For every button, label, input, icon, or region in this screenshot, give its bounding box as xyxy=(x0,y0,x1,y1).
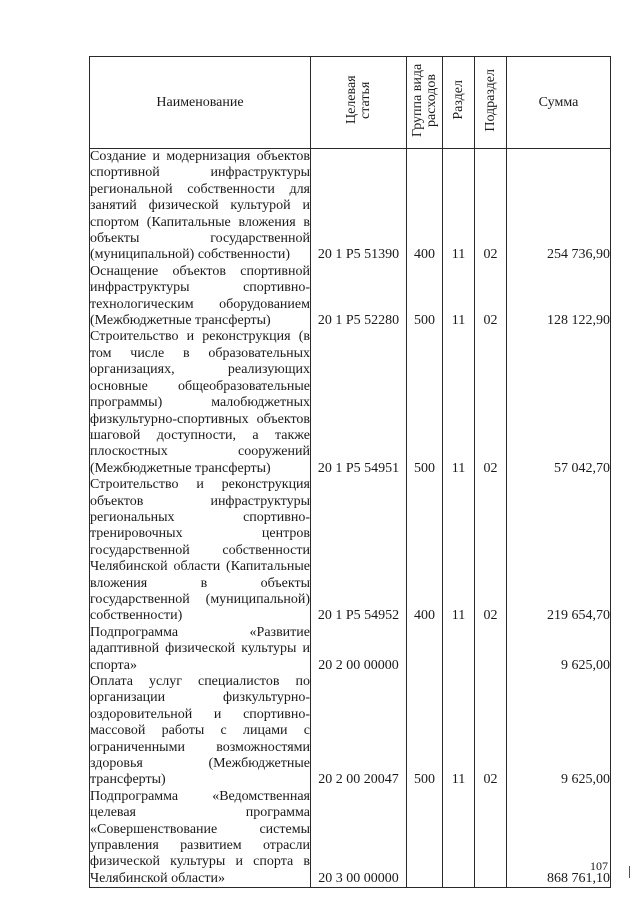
row-section: 11 xyxy=(443,149,475,264)
header-subsection: Подраздел xyxy=(475,57,507,149)
row-subsection: 02 xyxy=(475,264,507,330)
row-code: 20 2 00 20047 xyxy=(311,674,407,789)
row-section: 11 xyxy=(443,264,475,330)
header-section: Раздел xyxy=(443,57,475,149)
row-group xyxy=(407,789,443,888)
row-section xyxy=(443,625,475,674)
scan-edge-mark xyxy=(629,866,630,878)
table-row xyxy=(90,674,611,789)
row-group: 500 xyxy=(407,329,443,477)
header-expense-group: Группа вида расходов xyxy=(407,57,443,149)
row-code: 20 1 P5 54951 xyxy=(311,329,407,477)
row-code: 20 1 P5 54952 xyxy=(311,477,407,625)
table-row xyxy=(90,329,611,477)
header-sum: Сумма xyxy=(507,57,611,149)
row-sum: 868 761,10 xyxy=(507,789,611,888)
table-row xyxy=(90,477,611,625)
row-code: 20 3 00 00000 xyxy=(311,789,407,888)
row-code: 20 2 00 00000 xyxy=(311,625,407,674)
table-header-row xyxy=(90,57,611,149)
row-subsection: 02 xyxy=(475,149,507,264)
row-name: Строительство и реконструкция (в том числе в образовательных организациях, реализующих основные общеобразовательные программы) малобюджетных физкультурно-спортивных объектов шаговой доступности, а также плоскостных сооружений (Межбюджетные трансферты) xyxy=(90,329,310,476)
row-group: 400 xyxy=(407,477,443,625)
row-subsection xyxy=(475,789,507,888)
row-sum: 219 654,70 xyxy=(507,477,611,625)
row-group: 500 xyxy=(407,264,443,330)
row-name: Оснащение объектов спортивной инфраструктуры спортивно-технологическим оборудованием (Межбюджетные трансферты) xyxy=(90,263,310,329)
row-sum: 9 625,00 xyxy=(507,674,611,789)
row-sum: 128 122,90 xyxy=(507,264,611,330)
row-name: Подпрограмма «Развитие адаптивной физической культуры и спорта» xyxy=(90,624,310,673)
row-name: Создание и модернизация объектов спортивной инфраструктуры региональной собственности для занятий физической культурой и спортом (Капитальные вложения в объекты государственной (муниципальной) собственности) xyxy=(90,149,310,263)
table-row xyxy=(90,264,611,330)
row-section: 11 xyxy=(443,477,475,625)
row-name: Строительство и реконструкция объектов инфраструктуры региональных спортивно-тренировочных центров государственной собственности Челябинской области (Капитальные вложения в объекты государственной (муниципальной) собственности) xyxy=(90,477,310,624)
row-subsection: 02 xyxy=(475,674,507,789)
row-sum: 57 042,70 xyxy=(507,329,611,477)
table-row xyxy=(90,149,611,264)
row-group xyxy=(407,625,443,674)
row-subsection: 02 xyxy=(475,477,507,625)
header-name: Наименование xyxy=(90,57,311,149)
header-target-article: Целевая статья xyxy=(311,57,407,149)
row-sum: 9 625,00 xyxy=(507,625,611,674)
table-row xyxy=(90,625,611,674)
page-number: 107 xyxy=(590,859,608,873)
row-section: 11 xyxy=(443,674,475,789)
row-section xyxy=(443,789,475,888)
table-row xyxy=(90,789,611,888)
row-code: 20 1 P5 51390 xyxy=(311,149,407,264)
row-group: 500 xyxy=(407,674,443,789)
row-group: 400 xyxy=(407,149,443,264)
row-subsection: 02 xyxy=(475,329,507,477)
row-sum: 254 736,90 xyxy=(507,149,611,264)
row-name: Подпрограмма «Ведомственная целевая программа «Совершенствование системы управления развитием отрасли физической культуры и спорта в Челябинской области» xyxy=(90,788,310,886)
row-subsection xyxy=(475,625,507,674)
row-code: 20 1 P5 52280 xyxy=(311,264,407,330)
row-name: Оплата услуг специалистов по организации физкультурно-оздоровительной и спортивно-массовой работы с лицами с ограниченными возможностями здоровья (Межбюджетные трансферты) xyxy=(90,674,310,788)
row-section: 11 xyxy=(443,329,475,477)
budget-table xyxy=(89,56,611,888)
